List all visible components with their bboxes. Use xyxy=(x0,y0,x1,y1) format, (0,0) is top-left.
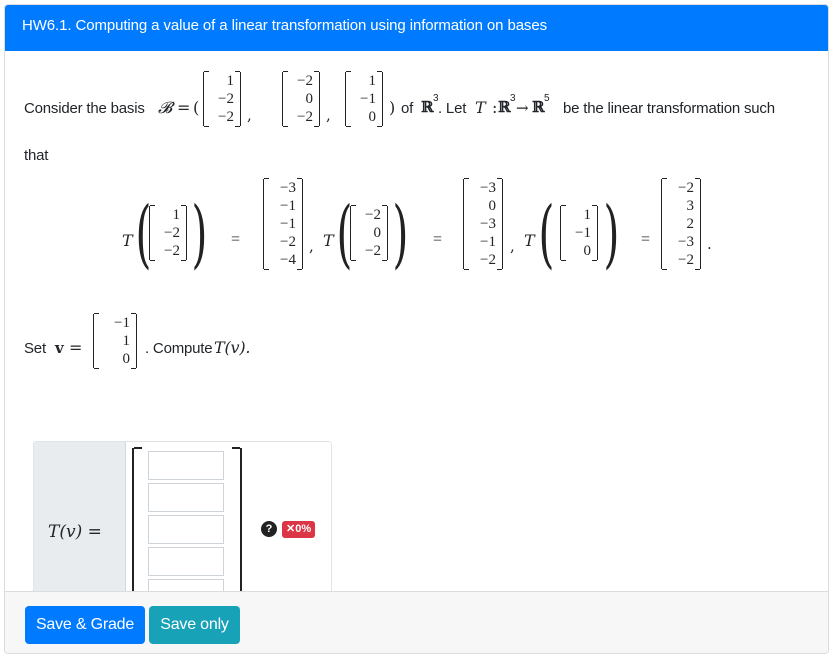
equals-sign: = xyxy=(433,231,443,248)
T-symbol: T xyxy=(122,231,133,250)
answer-label-cell xyxy=(34,442,126,616)
big-close-paren: ) xyxy=(392,191,409,277)
superscript: 5 xyxy=(544,93,550,104)
T-arg-3: 1 −1 0 xyxy=(560,206,598,260)
T-arg-1: 1 −2 −2 xyxy=(149,206,187,260)
comma: , xyxy=(309,237,314,255)
consider-text: Consider the basis xyxy=(24,100,145,117)
save-only-button[interactable]: Save only xyxy=(149,606,240,644)
v-symbol: v xyxy=(55,339,64,357)
real-space-symbol: ℝ xyxy=(421,98,434,116)
period: . xyxy=(707,235,712,253)
T-symbol: T xyxy=(524,231,535,250)
T-symbol: T xyxy=(475,98,486,117)
basis-vector-1: 1 −2 −2 xyxy=(203,72,241,126)
big-close-paren: ) xyxy=(603,191,620,277)
equals-sign: = xyxy=(641,231,651,248)
comma: , xyxy=(510,237,515,255)
compute-text: . Compute xyxy=(145,340,213,357)
save-and-grade-button[interactable]: Save & Grade xyxy=(25,606,145,644)
basis-symbol: 𝓑 xyxy=(158,98,172,117)
big-open-paren: ( xyxy=(336,191,353,277)
Tv-expression: T(v). xyxy=(214,338,251,357)
question-title: HW6.1. Computing a value of a linear transformation using information on bases xyxy=(5,5,828,51)
answer-matrix xyxy=(132,448,242,610)
equals-sign: = xyxy=(177,98,191,117)
comma: , xyxy=(247,106,252,124)
T-image-1: −3 −1 −1 −2 −4 xyxy=(263,179,303,269)
arrow: → xyxy=(516,99,529,117)
that-text: that xyxy=(24,147,49,164)
equals-sign: = xyxy=(231,231,241,248)
superscript: 3 xyxy=(510,93,516,104)
T-image-3: −2 3 2 −3 −2 xyxy=(661,179,701,269)
superscript: 3 xyxy=(433,93,439,104)
big-open-paren: ( xyxy=(135,191,152,277)
T-symbol: T xyxy=(323,231,334,250)
equals-sign: = xyxy=(69,338,83,357)
answer-label: T(v) = xyxy=(48,522,102,542)
T-arg-2: −2 0 −2 xyxy=(350,206,388,260)
comma: , xyxy=(326,106,331,124)
score-badge: ✕0% xyxy=(282,521,315,538)
question-card xyxy=(4,4,829,654)
colon: : xyxy=(492,98,498,117)
basis-vector-3: 1 −1 0 xyxy=(345,72,383,126)
set-text: Set xyxy=(24,340,46,357)
help-icon[interactable]: ? xyxy=(261,521,277,537)
real-space-symbol: ℝ xyxy=(532,98,545,116)
answer-input-2[interactable] xyxy=(148,483,224,512)
let-text: . Let xyxy=(438,100,467,117)
answer-input-1[interactable] xyxy=(148,451,224,480)
open-paren: ( xyxy=(193,98,200,117)
question-footer xyxy=(5,591,828,654)
v-vector: −1 1 0 xyxy=(93,314,137,368)
real-space-symbol: ℝ xyxy=(498,98,511,116)
answer-input-3[interactable] xyxy=(148,515,224,544)
answer-input-4[interactable] xyxy=(148,547,224,576)
big-open-paren: ( xyxy=(538,191,555,277)
close-paren: ) xyxy=(389,98,396,117)
big-close-paren: ) xyxy=(191,191,208,277)
of-text: of xyxy=(401,100,414,117)
question-body xyxy=(5,51,828,591)
basis-vector-2: −2 0 −2 xyxy=(282,72,320,126)
T-image-2: −3 0 −3 −1 −2 xyxy=(463,179,503,269)
be-the-text: be the linear transformation such xyxy=(563,100,775,117)
